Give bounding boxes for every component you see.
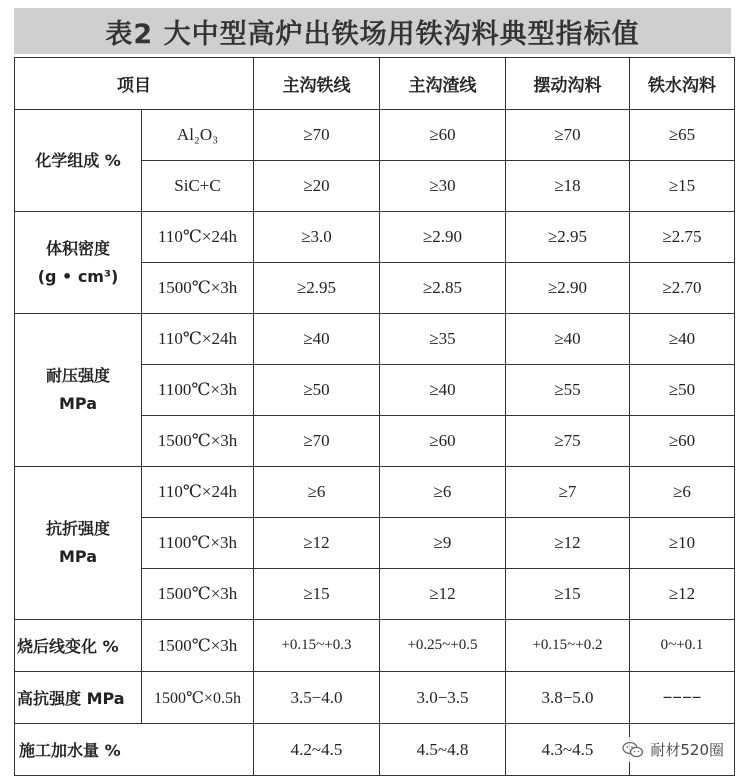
header-col-4: 铁水沟料	[630, 58, 735, 110]
cond-cell: 1100℃×3h	[142, 518, 254, 569]
value-cell: ≥15	[254, 569, 380, 620]
group-label-line: MPa	[58, 547, 97, 566]
group-label-flex	[15, 467, 142, 620]
table-row	[15, 620, 735, 672]
cond-cell: 1500℃×0.5h	[142, 672, 254, 724]
value-cell: ≥9	[380, 518, 506, 569]
value-cell: ≥40	[630, 314, 735, 365]
value-cell: ≥35	[380, 314, 506, 365]
group-label-line: 耐压强度	[45, 366, 110, 385]
value-cell: ≥2.70	[630, 263, 735, 314]
value-cell: ≥65	[630, 110, 735, 161]
value-cell: 3.0−3.5	[380, 672, 506, 724]
header-row	[15, 58, 735, 110]
value-cell: ≥55	[506, 365, 630, 416]
value-cell: ≥70	[506, 110, 630, 161]
table-row	[15, 212, 735, 263]
value-cell: 3.8−5.0	[506, 672, 630, 724]
value-cell: +0.15~+0.3	[254, 620, 380, 672]
value-cell: ≥50	[254, 365, 380, 416]
value-cell: ≥18	[506, 161, 630, 212]
row-label-linear: 烧后线变化 %	[15, 620, 142, 672]
header-col-1: 主沟铁线	[254, 58, 380, 110]
value-cell: ≥40	[254, 314, 380, 365]
watermark	[618, 737, 728, 762]
value-cell: ≥20	[254, 161, 380, 212]
value-cell: 3.5−4.0	[254, 672, 380, 724]
value-cell: ≥75	[506, 416, 630, 467]
table-row	[15, 110, 735, 161]
header-col-3: 摆动沟料	[506, 58, 630, 110]
value-cell: ≥7	[506, 467, 630, 518]
value-cell: 4.2~4.5	[254, 724, 380, 776]
value-cell: ≥2.90	[506, 263, 630, 314]
value-cell: ≥30	[380, 161, 506, 212]
cond-cell: 1500℃×3h	[142, 620, 254, 672]
value-cell: ≥2.95	[254, 263, 380, 314]
value-cell: ≥2.90	[380, 212, 506, 263]
value-cell: ≥6	[254, 467, 380, 518]
value-cell: ≥12	[506, 518, 630, 569]
value-cell: ≥12	[380, 569, 506, 620]
value-cell: ≥60	[380, 110, 506, 161]
value-cell: +0.25~+0.5	[380, 620, 506, 672]
cond-cell: 1100℃×3h	[142, 365, 254, 416]
table-row	[15, 314, 735, 365]
value-cell: ≥40	[506, 314, 630, 365]
value-cell: ≥6	[630, 467, 735, 518]
value-cell: 4.3~4.5	[506, 724, 630, 776]
cond-cell: 110℃×24h	[142, 467, 254, 518]
group-label-line: (g • cm³)	[37, 266, 119, 286]
indicator-table	[14, 57, 735, 776]
header-item: 项目	[15, 58, 254, 110]
value-cell: ≥60	[630, 416, 735, 467]
cond-cell: 1500℃×3h	[142, 263, 254, 314]
group-label-line: 体积密度	[45, 238, 110, 258]
value-cell: −−−−	[630, 672, 735, 724]
value-cell: ≥12	[630, 569, 735, 620]
value-cell: ≥50	[630, 365, 735, 416]
cond-cell: 110℃×24h	[142, 212, 254, 263]
table-row	[15, 672, 735, 724]
row-label-hot: 高抗强度 MPa	[15, 672, 142, 724]
cond-cell: Al₂O₃	[142, 110, 254, 161]
value-cell: 0~+0.1	[630, 620, 735, 672]
value-cell: ≥2.75	[630, 212, 735, 263]
value-cell: ≥15	[506, 569, 630, 620]
value-cell: ≥12	[254, 518, 380, 569]
group-label-density	[15, 212, 142, 314]
value-cell: ≥70	[254, 416, 380, 467]
value-cell: ≥6	[380, 467, 506, 518]
group-label-chem: 化学组成 %	[15, 110, 142, 212]
group-label-line: MPa	[58, 394, 97, 413]
cond-cell: 1500℃×3h	[142, 569, 254, 620]
value-cell: ≥2.85	[380, 263, 506, 314]
cond-cell: 1500℃×3h	[142, 416, 254, 467]
row-label-water: 施工加水量 %	[15, 724, 254, 776]
table-row	[15, 467, 735, 518]
group-label-line: 抗折强度	[45, 519, 110, 538]
value-cell: ≥60	[380, 416, 506, 467]
cond-cell: SiC+C	[142, 161, 254, 212]
watermark-text: 耐材520圈	[650, 741, 724, 759]
group-label-compress	[15, 314, 142, 467]
value-cell: +0.15~+0.2	[506, 620, 630, 672]
value-cell: 4.5~4.8	[380, 724, 506, 776]
wechat-icon	[622, 741, 644, 759]
value-cell: ≥10	[630, 518, 735, 569]
cond-cell: 110℃×24h	[142, 314, 254, 365]
header-col-2: 主沟渣线	[380, 58, 506, 110]
value-cell: ≥40	[380, 365, 506, 416]
value-cell: ≥3.0	[254, 212, 380, 263]
value-cell: ≥2.95	[506, 212, 630, 263]
value-cell: ≥70	[254, 110, 380, 161]
table-title: 表2 大中型高炉出铁场用铁沟料典型指标值	[14, 8, 731, 54]
value-cell: ≥15	[630, 161, 735, 212]
